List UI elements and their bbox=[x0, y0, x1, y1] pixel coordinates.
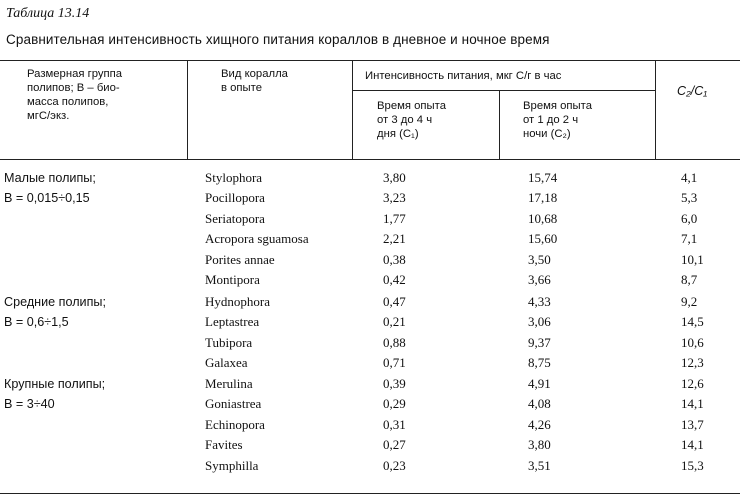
species-cell: Acropora sguamosa bbox=[205, 231, 309, 247]
header-divider-3 bbox=[499, 90, 500, 160]
night-intensity-cell: 4,33 bbox=[528, 294, 551, 309]
day-intensity-cell: 3,23 bbox=[383, 190, 406, 206]
night-intensity-cell: 4,08 bbox=[528, 396, 551, 412]
day-intensity-cell: 2,21 bbox=[383, 231, 406, 247]
top-rule bbox=[0, 60, 740, 61]
table-row bbox=[0, 188, 740, 208]
ratio-cell: 10,1 bbox=[681, 251, 704, 267]
species-cell: Porites annae bbox=[205, 251, 275, 267]
species-cell: Stylophora bbox=[205, 170, 263, 185]
species-cell: Seriatopora bbox=[205, 210, 265, 226]
table-row bbox=[0, 394, 740, 414]
night-intensity-cell: 3,51 bbox=[528, 457, 551, 473]
day-intensity-cell: 0,38 bbox=[383, 251, 406, 267]
table-row bbox=[0, 312, 740, 332]
species-cell: Montipora bbox=[205, 272, 260, 287]
day-intensity-cell: 0,88 bbox=[383, 334, 406, 350]
night-intensity-cell: 8,75 bbox=[528, 355, 551, 371]
day-intensity-cell: 3,80 bbox=[383, 170, 406, 185]
ratio-cell: 10,6 bbox=[681, 334, 704, 350]
night-intensity-cell: 10,68 bbox=[528, 210, 558, 226]
day-intensity-cell: 0,71 bbox=[383, 355, 406, 371]
night-intensity-cell: 3,80 bbox=[528, 437, 551, 453]
night-intensity-cell: 3,50 bbox=[528, 251, 551, 267]
ratio-cell: 7,1 bbox=[681, 231, 698, 247]
day-intensity-cell: 0,27 bbox=[383, 437, 406, 453]
night-intensity-cell: 9,37 bbox=[528, 334, 551, 350]
ratio-cell: 6,0 bbox=[681, 210, 698, 226]
night-intensity-cell: 15,74 bbox=[528, 170, 558, 185]
header-size-group: Размерная группа полипов; B – био- масса полипов, мгС/экз. bbox=[27, 68, 123, 122]
group-biomass: B = 3÷40 bbox=[4, 397, 55, 412]
group-name: Малые полипы; bbox=[4, 171, 96, 185]
table-row bbox=[0, 229, 740, 249]
header-species: Вид коралла в опыте bbox=[221, 68, 288, 94]
ratio-cell: 5,3 bbox=[681, 190, 698, 206]
day-intensity-cell: 0,47 bbox=[383, 294, 406, 309]
species-cell: Tubipora bbox=[205, 334, 253, 350]
day-intensity-cell: 0,39 bbox=[383, 376, 406, 391]
species-cell: Echinopora bbox=[205, 416, 265, 432]
table-title: Сравнительная интенсивность хищного питания кораллов в дневное и ночное время bbox=[6, 32, 550, 47]
species-cell: Goniastrea bbox=[205, 396, 262, 412]
night-intensity-cell: 17,18 bbox=[528, 190, 558, 206]
species-cell: Favites bbox=[205, 437, 243, 453]
night-intensity-cell: 4,26 bbox=[528, 416, 551, 432]
table-row bbox=[0, 333, 740, 353]
table-caption: Таблица 13.14 bbox=[6, 6, 90, 21]
day-intensity-cell: 0,31 bbox=[383, 416, 406, 432]
table-row bbox=[0, 250, 740, 270]
ratio-cell: 14,1 bbox=[681, 396, 704, 412]
night-intensity-cell: 15,60 bbox=[528, 231, 558, 247]
table-row bbox=[0, 209, 740, 229]
header-intensity: Интенсивность питания, мкг С/г в час bbox=[365, 70, 562, 82]
table-row bbox=[0, 435, 740, 455]
header-divider-2 bbox=[352, 60, 353, 160]
group-biomass: B = 0,6÷1,5 bbox=[4, 315, 69, 330]
species-cell: Hydnophora bbox=[205, 294, 270, 309]
species-cell: Pocillopora bbox=[205, 190, 265, 206]
species-cell: Merulina bbox=[205, 376, 253, 391]
bottom-rule bbox=[0, 493, 740, 494]
header-night-time: Время опыта от 1 до 2 ч ночи (C₂) bbox=[523, 100, 592, 140]
ratio-cell: 12,3 bbox=[681, 355, 704, 371]
table-row bbox=[0, 456, 740, 476]
ratio-cell: 8,7 bbox=[681, 272, 698, 287]
night-intensity-cell: 3,66 bbox=[528, 272, 551, 287]
ratio-cell: 9,2 bbox=[681, 294, 698, 309]
night-intensity-cell: 4,91 bbox=[528, 376, 551, 391]
day-intensity-cell: 1,77 bbox=[383, 210, 406, 226]
group-name: Средние полипы; bbox=[4, 295, 106, 309]
day-intensity-cell: 0,21 bbox=[383, 314, 406, 330]
day-intensity-cell: 0,23 bbox=[383, 457, 406, 473]
species-cell: Galaxea bbox=[205, 355, 248, 371]
header-day-time: Время опыта от 3 до 4 ч дня (C₁) bbox=[377, 100, 446, 140]
table-row bbox=[0, 168, 740, 188]
header-divider-4 bbox=[655, 60, 656, 160]
night-intensity-cell: 3,06 bbox=[528, 314, 551, 330]
header-ratio: C₂/C₁ bbox=[677, 84, 708, 98]
day-intensity-cell: 0,29 bbox=[383, 396, 406, 412]
header-mid-rule bbox=[352, 90, 655, 91]
header-divider-1 bbox=[187, 60, 188, 160]
ratio-cell: 15,3 bbox=[681, 457, 704, 473]
group-biomass: B = 0,015÷0,15 bbox=[4, 191, 90, 206]
species-cell: Symphilla bbox=[205, 457, 259, 473]
table-row bbox=[0, 374, 740, 394]
table-row bbox=[0, 292, 740, 312]
ratio-cell: 14,1 bbox=[681, 437, 704, 453]
header-bottom-rule bbox=[0, 159, 740, 160]
group-name: Крупные полипы; bbox=[4, 377, 106, 391]
ratio-cell: 4,1 bbox=[681, 170, 698, 185]
species-cell: Leptastrea bbox=[205, 314, 260, 330]
table-row bbox=[0, 270, 740, 290]
ratio-cell: 14,5 bbox=[681, 314, 704, 330]
table-row bbox=[0, 353, 740, 373]
day-intensity-cell: 0,42 bbox=[383, 272, 406, 287]
ratio-cell: 12,6 bbox=[681, 376, 704, 391]
table-row bbox=[0, 415, 740, 435]
ratio-cell: 13,7 bbox=[681, 416, 704, 432]
